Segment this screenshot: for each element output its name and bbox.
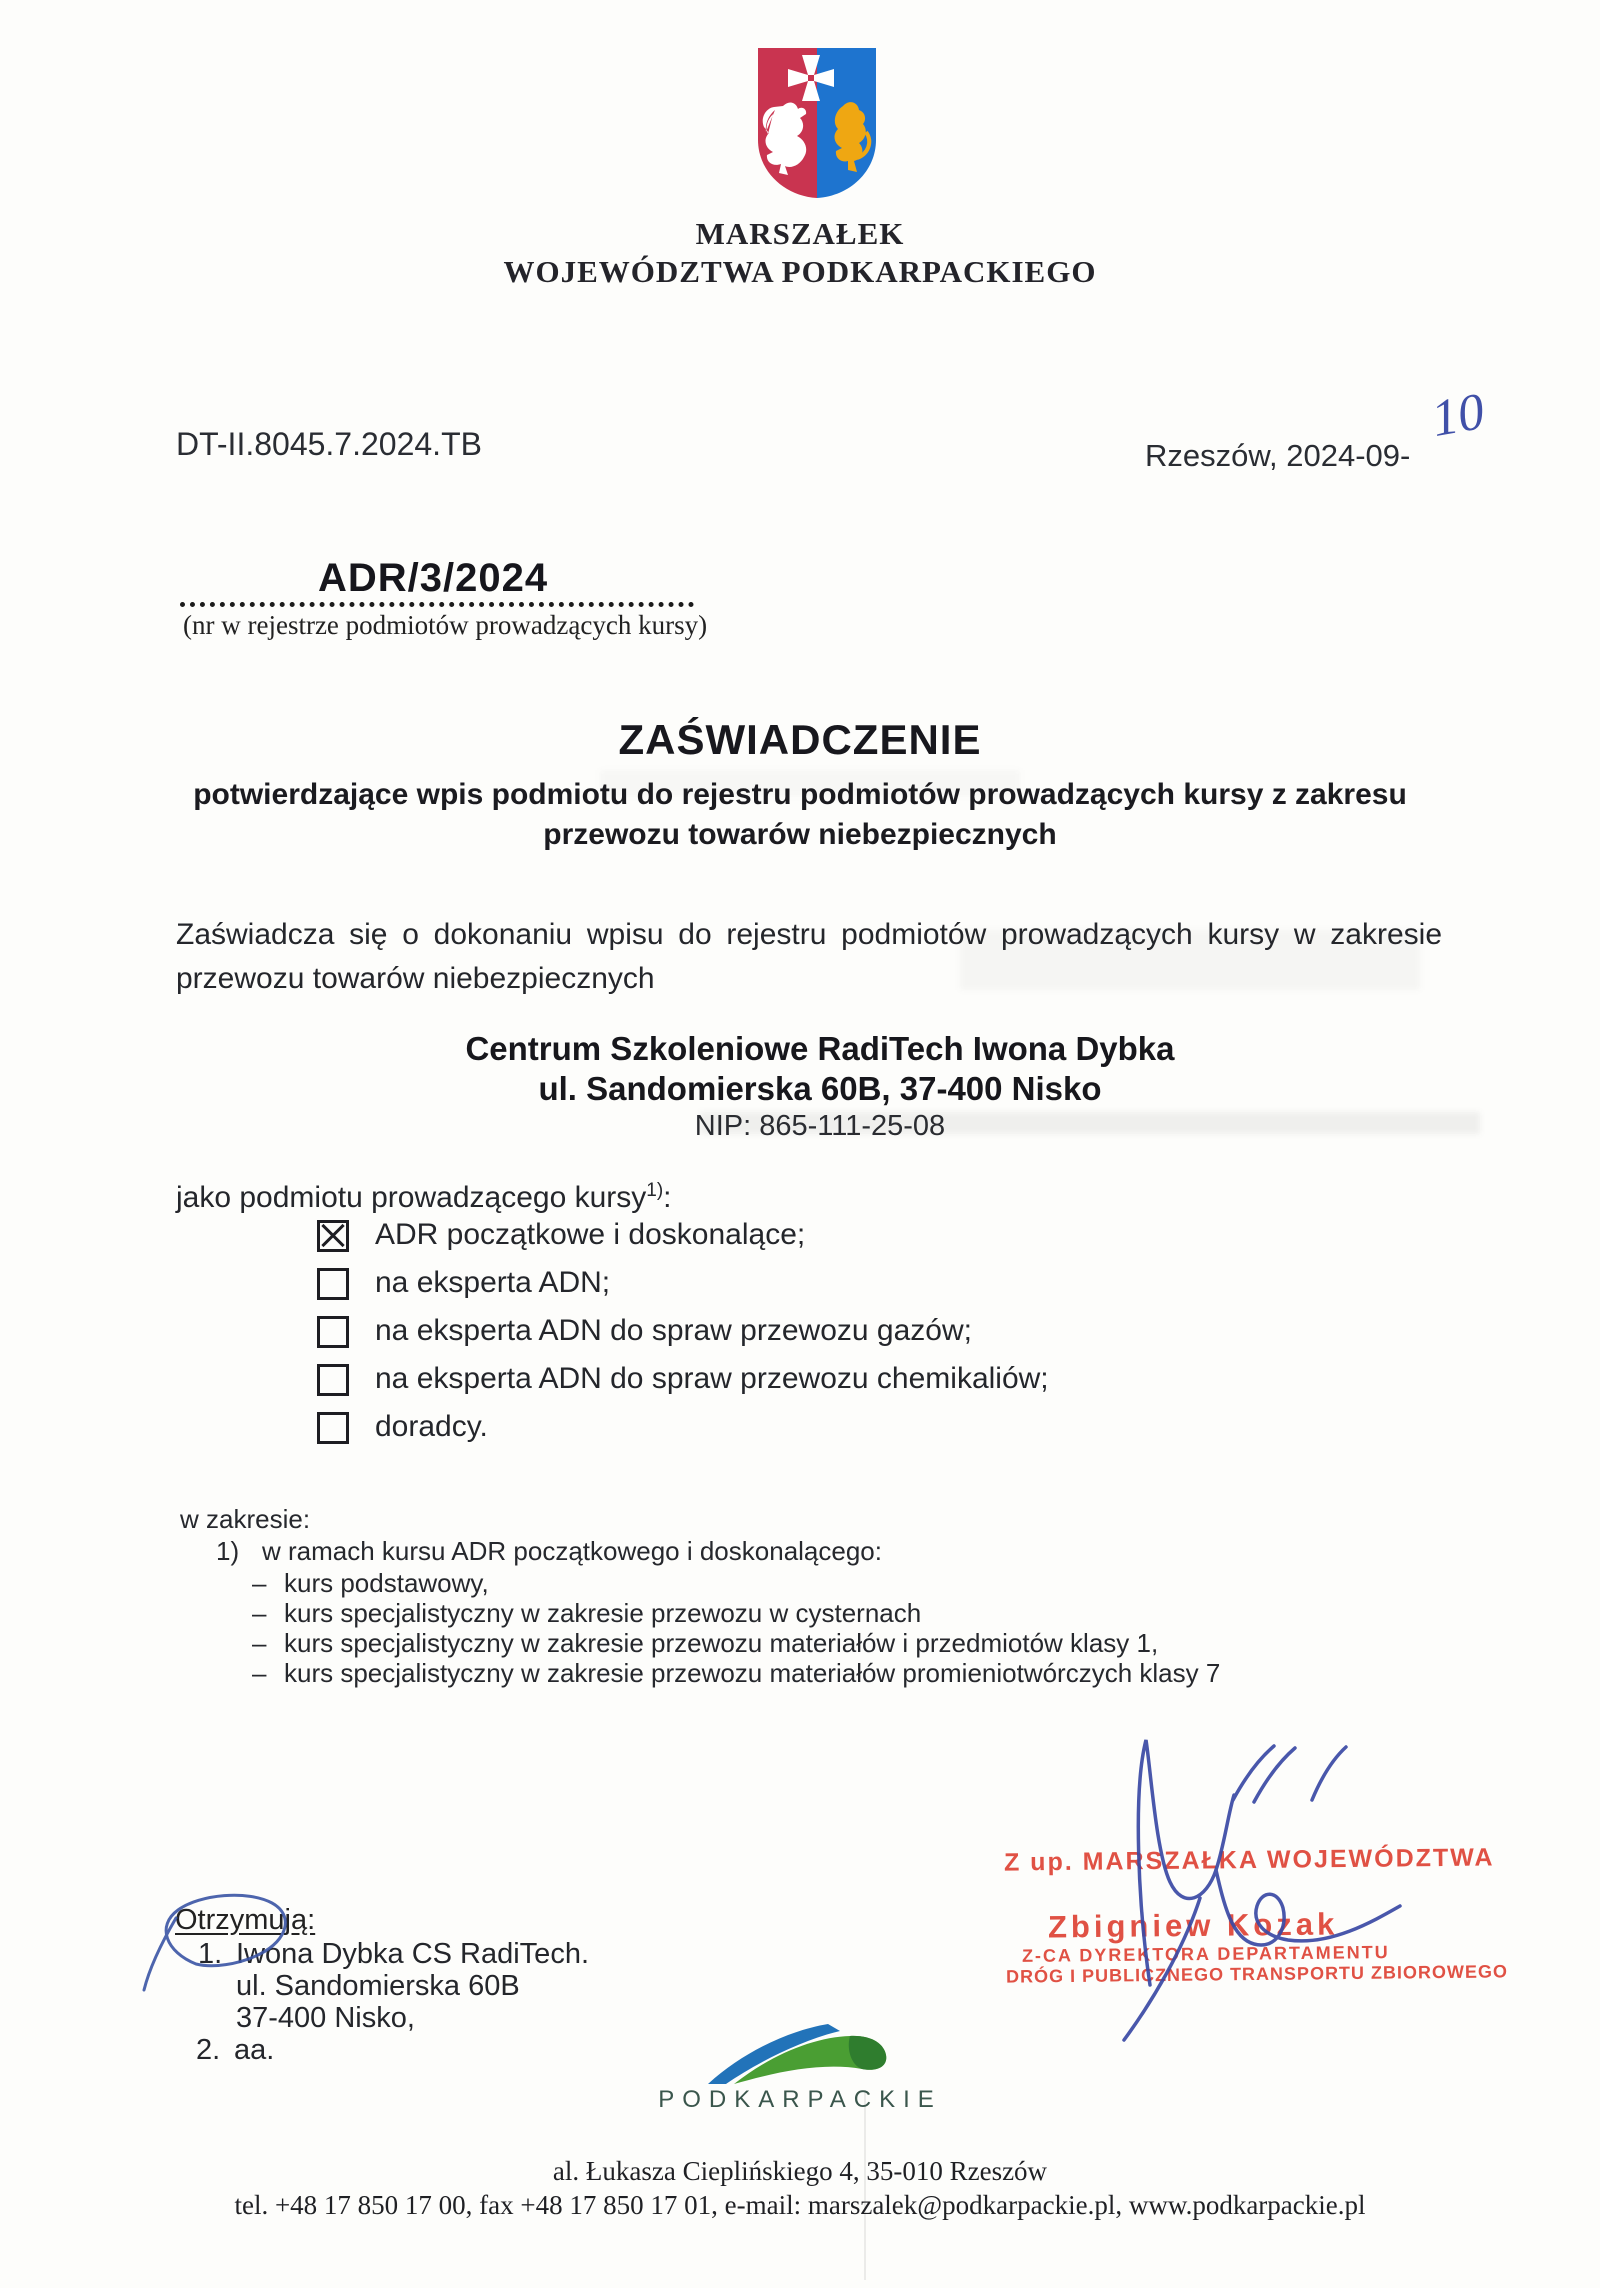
checkbox [317,1316,349,1348]
registry-number: ADR/3/2024 [318,556,549,600]
footer-contact: tel. +48 17 850 17 00, fax +48 17 850 17 01, e-mail: marszalek@podkarpackie.pl, www.podkarpackie.pl [234,2190,1366,2220]
company-nip: NIP: 865-111-25-08 [694,1110,946,1142]
place-date: Rzeszów, 2024-09- [1145,438,1411,473]
certificate-subtitle-line2: przewozu towarów niebezpiecznych [543,818,1057,851]
checkbox-label: ADR początkowe i doskonalące; [375,1218,806,1251]
handwritten-day: 10 [1427,382,1489,449]
body-text-line1: Zaświadcza się o dokonaniu wpisu do rejestru podmiotów prowadzących kursy w zakresie [176,918,1442,951]
recipient-1-name: Iwona Dybka CS RadiTech. [236,1938,589,1970]
scope-subitem: kurs specjalistyczny w zakresie przewozu w cysternach [284,1598,922,1628]
scope-subitem: kurs specjalistyczny w zakresie przewozu materiałów promieniotwórczych klasy 7 [284,1658,1221,1688]
scope-heading: w zakresie: [180,1504,311,1534]
scope-bullet: – [252,1598,267,1628]
checkbox-label: doradcy. [375,1410,488,1443]
recipient-1-city: 37-400 Nisko, [236,2002,415,2034]
coat-of-arms [753,44,881,202]
case-number: DT-II.8045.7.2024.TB [176,426,482,462]
scope-subitem: kurs specjalistyczny w zakresie przewozu materiałów i przedmiotów klasy 1, [284,1628,1159,1658]
scope-subitem: kurs podstawowy, [284,1568,489,1598]
checkbox [317,1268,349,1300]
company-address: ul. Sandomierska 60B, 37-400 Nisko [538,1070,1102,1107]
checkbox-label: na eksperta ADN do spraw przewozu gazów; [375,1314,972,1347]
footnote-mark: 1) [646,1180,664,1201]
checkbox [317,1412,349,1444]
certificate-subtitle-line1: potwierdzające wpis podmiotu do rejestru podmiotów prowadzących kursy z zakresu [193,778,1407,811]
scope-item-number: 1) [216,1536,240,1566]
checkbox [317,1220,349,1252]
scope-item-text: w ramach kursu ADR początkowego i doskonalącego: [262,1536,882,1566]
institution-title-line2: WOJEWÓDZTWA PODKARPACKIEGO [503,254,1097,289]
recipient-1-number: 1. [198,1938,223,1970]
registry-caption: (nr w rejestrze podmiotów prowadzących kursy) [183,610,708,640]
stamp-authority-line: Z up. MARSZAŁKA WOJEWÓDZTWA [1003,1843,1495,1877]
company-name: Centrum Szkoleniowe RadiTech Iwona Dybka [465,1030,1175,1067]
recipient-1-street: ul. Sandomierska 60B [236,1970,520,2002]
region-logo [700,2022,910,2088]
scope-bullet: – [252,1628,267,1658]
scope-bullet: – [252,1658,267,1688]
checkbox [317,1364,349,1396]
checkbox-label: na eksperta ADN do spraw przewozu chemikaliów; [375,1362,1049,1395]
logo-wordmark: PODKARPACKIE [658,2086,942,2113]
signature-ink [1040,1700,1460,2060]
certificate-title: ZAŚWIADCZENIE [618,716,982,763]
scope-bullet: – [252,1568,267,1598]
footer-address: al. Łukasza Cieplińskiego 4, 35-010 Rzeszów [552,2156,1048,2186]
institution-title-line1: MARSZAŁEK [695,216,905,251]
stamp-signer-title-1: Z-CA DYREKTORA DEPARTAMENTU [1021,1942,1390,1966]
recipient-2-number: 2. [196,2034,221,2066]
stamp-signer-title-2: DRÓG I PUBLICZNEGO TRANSPORTU ZBIOROWEGO [1005,1961,1509,1987]
checkbox-label: na eksperta ADN; [375,1266,611,1299]
courses-intro: jako podmiotu prowadzącego kursy$^{1)}$: [176,1180,672,1214]
recipients-heading: Otrzymują: [175,1904,316,1936]
body-text-line2: przewozu towarów niebezpiecznych [176,962,655,995]
pen-circle-mark [100,1880,340,2010]
recipient-2-label: aa. [234,2034,275,2066]
stamp-signer-name: Zbigniew Kozak [1047,1906,1339,1945]
